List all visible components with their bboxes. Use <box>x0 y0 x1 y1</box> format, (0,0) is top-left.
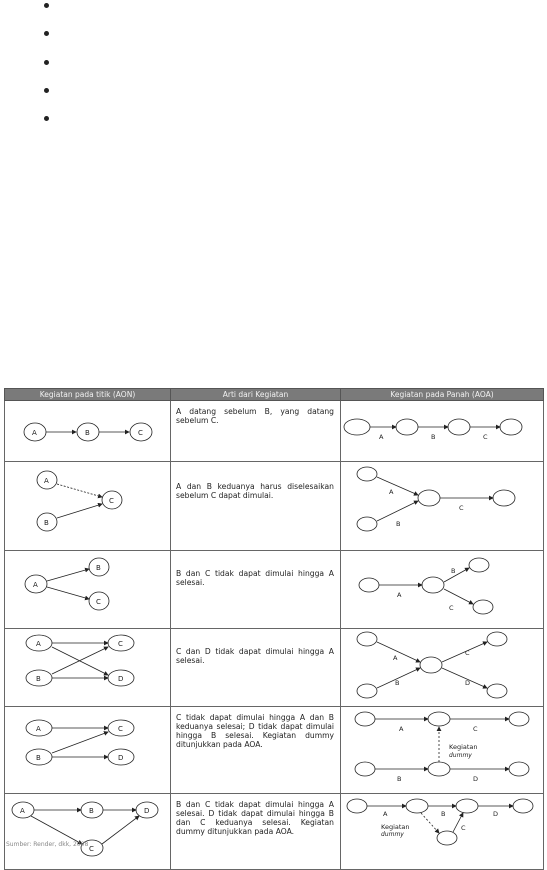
activity-label: D <box>465 679 471 687</box>
activity-label: C <box>483 433 488 441</box>
aoa-diagram-3 <box>341 551 544 624</box>
activity-label: D <box>493 810 499 818</box>
activity-label: B <box>441 810 446 818</box>
aon-diagram-5 <box>5 707 171 789</box>
aon-cell <box>5 629 171 707</box>
aon-cell <box>5 707 171 794</box>
header-aon: Kegiatan pada titik (AON) <box>5 389 171 401</box>
activity-label: C <box>459 504 464 512</box>
activity-label: D <box>473 775 479 783</box>
aoa-cell <box>341 462 544 551</box>
table-row <box>5 551 544 629</box>
node-label: D <box>118 675 124 683</box>
aon-diagram-1 <box>5 401 171 457</box>
bullet <box>44 60 49 65</box>
meaning-cell: A dan B keduanya harus diselesaikan sebelum C dapat dimulai. <box>171 462 341 551</box>
table-row <box>5 629 544 707</box>
aon-cell <box>5 401 171 462</box>
aon-diagram-3 <box>5 551 171 624</box>
aoa-cell <box>341 401 544 462</box>
aon-cell <box>5 462 171 551</box>
aoa-cell <box>341 551 544 629</box>
meaning-cell: A datang sebelum B, yang datang sebelum C. <box>171 401 341 462</box>
aon-aoa-table <box>4 388 544 870</box>
activity-label: A <box>379 433 384 441</box>
aoa-cell <box>341 794 544 870</box>
node-label: B <box>36 675 41 683</box>
activity-label: A <box>383 810 388 818</box>
activity-label: B <box>451 567 456 575</box>
bullet <box>44 3 49 8</box>
node-label: D <box>144 807 150 815</box>
table-row <box>5 794 544 870</box>
aoa-cell <box>341 629 544 707</box>
activity-label: A <box>393 654 398 662</box>
aon-cell <box>5 794 171 870</box>
aoa-diagram-5 <box>341 707 544 789</box>
activity-label: C <box>465 649 470 657</box>
activity-label: C <box>473 725 478 733</box>
activity-label: B <box>397 775 402 783</box>
node-label: B <box>44 519 49 527</box>
bullet <box>44 31 49 36</box>
aoa-diagram-2 <box>341 462 544 546</box>
node-label: C <box>118 725 123 733</box>
node-label: A <box>36 725 41 733</box>
aon-cell <box>5 551 171 629</box>
node-label: B <box>36 754 41 762</box>
activity-label: C <box>461 824 466 832</box>
aoa-cell <box>341 707 544 794</box>
dummy-label-italic: dummy <box>381 831 404 838</box>
table-row <box>5 707 544 794</box>
dummy-label: Kegiatan <box>449 743 478 751</box>
table-row <box>5 401 544 462</box>
activity-label: B <box>395 679 400 687</box>
meaning-cell: B dan C tidak dapat dimulai hingga A selesai. D tidak dapat dimulai hingga B dan C keduanya selesai. Kegiatan dummy ditunjukkan pada AOA. <box>171 794 341 870</box>
activity-label: A <box>389 488 394 496</box>
activity-label: A <box>399 725 404 733</box>
node-label: B <box>85 429 90 437</box>
node-label: C <box>138 429 143 437</box>
node-label: C <box>89 845 94 853</box>
aoa-diagram-6 <box>341 794 544 865</box>
aoa-diagram-1 <box>341 401 544 457</box>
activity-label: A <box>397 591 402 599</box>
node-label: A <box>20 807 25 815</box>
node-label: C <box>118 640 123 648</box>
activity-label: B <box>431 433 436 441</box>
node-label: A <box>44 477 49 485</box>
node-label: B <box>96 564 101 572</box>
node-label: A <box>32 429 37 437</box>
activity-label: B <box>396 520 401 528</box>
table-row <box>5 462 544 551</box>
bullet <box>44 88 49 93</box>
meaning-cell: C tidak dapat dimulai hingga A dan B keduanya selesai; D tidak dapat dimulai hingga B selesai. Kegiatan dummy ditunjukkan pada AOA. <box>171 707 341 794</box>
dummy-label: Kegiatan <box>381 823 410 831</box>
table-header-row <box>5 389 544 401</box>
aon-diagram-4 <box>5 629 171 702</box>
node-label: D <box>118 754 124 762</box>
node-label: B <box>89 807 94 815</box>
node-label: A <box>36 640 41 648</box>
node-label: C <box>96 598 101 606</box>
node-label: C <box>109 497 114 505</box>
aon-diagram-6 <box>5 794 171 865</box>
node-label: A <box>33 581 38 589</box>
dummy-label-italic: dummy <box>449 752 472 759</box>
activity-label: C <box>449 604 454 612</box>
aon-diagram-2 <box>5 462 171 546</box>
bullet <box>44 116 49 121</box>
aoa-diagram-4 <box>341 629 544 702</box>
meaning-cell: C dan D tidak dapat dimulai hingga A selesai. <box>171 629 341 707</box>
header-aoa: Kegiatan pada Panah (AOA) <box>341 389 544 401</box>
meaning-cell: B dan C tidak dapat dimulai hingga A selesai. <box>171 551 341 629</box>
header-meaning: Arti dari Kegiatan <box>171 389 341 401</box>
source-caption: Sumber: Render, dkk, 2008 <box>6 841 89 848</box>
